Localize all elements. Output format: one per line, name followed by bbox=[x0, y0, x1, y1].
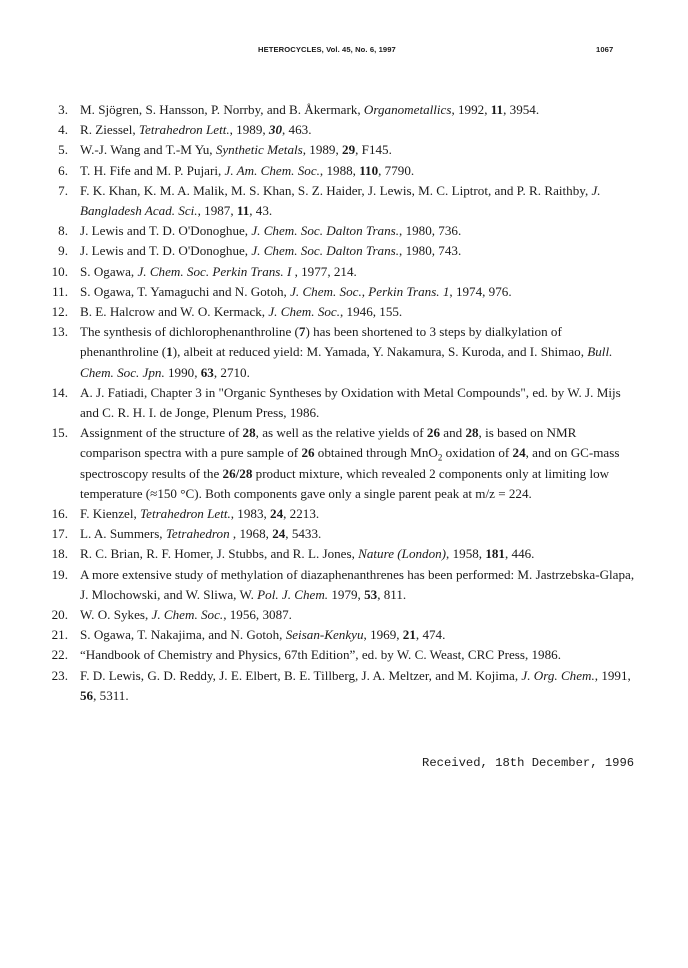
reference-number: 4. bbox=[58, 122, 68, 138]
reference-text bbox=[68, 100, 640, 120]
reference-segment: 26/28 bbox=[222, 465, 253, 481]
reference-number: 17. bbox=[51, 526, 68, 542]
reference-item bbox=[40, 262, 640, 282]
reference-segment: J. Lewis and T. D. O'Donoghue, bbox=[80, 223, 252, 239]
reference-item bbox=[40, 524, 640, 544]
reference-segment: J. Org. Chem. bbox=[521, 667, 595, 683]
reference-number: 8. bbox=[58, 223, 68, 239]
reference-item bbox=[40, 120, 640, 140]
reference-item bbox=[40, 605, 640, 625]
reference-number: 6. bbox=[58, 162, 68, 178]
reference-item bbox=[40, 645, 640, 665]
reference-segment: , 463. bbox=[282, 122, 312, 138]
reference-item bbox=[40, 161, 640, 181]
reference-segment: 1 bbox=[166, 344, 173, 360]
reference-item bbox=[40, 322, 640, 383]
reference-segment: 56 bbox=[80, 687, 94, 703]
running-header bbox=[0, 45, 688, 59]
reference-number: 21. bbox=[51, 627, 68, 643]
reference-segment: 7 bbox=[298, 324, 306, 340]
reference-segment: F. K. Khan, K. M. A. Malik, M. S. Khan, S. Z. Haider, J. Lewis, M. C. Liptrot, and P. R. Raithby, bbox=[80, 182, 592, 198]
reference-text bbox=[68, 120, 640, 140]
reference-text bbox=[68, 181, 640, 221]
reference-text bbox=[68, 565, 640, 605]
reference-segment: W. O. Sykes, bbox=[80, 607, 152, 623]
reference-segment: 110 bbox=[359, 162, 379, 178]
reference-segment: ) has been shortened to 3 steps by dialkylation of phenanthroline ( bbox=[80, 324, 562, 360]
reference-segment: R. Ziessel, bbox=[80, 122, 139, 138]
reference-number: 14. bbox=[51, 384, 68, 400]
reference-list bbox=[40, 100, 640, 706]
reference-text bbox=[68, 645, 640, 665]
reference-segment: S. Ogawa, T. Yamaguchi and N. Gotoh, bbox=[80, 283, 291, 299]
reference-text bbox=[68, 524, 640, 544]
reference-number: 23. bbox=[51, 667, 68, 683]
reference-segment: , 1989, bbox=[302, 142, 343, 158]
reference-segment: F. D. Lewis, G. D. Reddy, J. E. Elbert, B. E. Tillberg, J. A. Meltzer, and M. Kojima, bbox=[80, 667, 522, 683]
reference-segment: obtained through MnO bbox=[314, 445, 438, 461]
reference-item bbox=[40, 100, 640, 120]
reference-segment: , 1989, bbox=[229, 122, 269, 138]
received-date: Received, 18th December, 1996 bbox=[422, 756, 635, 770]
reference-number: 15. bbox=[51, 425, 68, 441]
reference-number: 7. bbox=[58, 182, 68, 198]
reference-item bbox=[40, 140, 640, 160]
reference-segment: L. A. Summers, bbox=[80, 526, 166, 542]
reference-segment: R. C. Brian, R. F. Homer, J. Stubbs, and R. L. Jones, bbox=[80, 546, 359, 562]
reference-segment: , 1956, 3087. bbox=[223, 607, 292, 623]
reference-number: 3. bbox=[58, 102, 68, 117]
reference-text bbox=[68, 383, 640, 423]
reference-segment: and bbox=[440, 425, 466, 441]
reference-segment: , 811. bbox=[377, 586, 407, 602]
reference-segment: J. Chem. Soc. Perkin Trans. I bbox=[137, 263, 292, 279]
reference-segment: , 1992, bbox=[451, 102, 491, 117]
journal-citation: HETEROCYCLES, Vol. 45, No. 6, 1997 bbox=[258, 45, 396, 54]
reference-segment: , 7790. bbox=[378, 162, 415, 178]
reference-number: 5. bbox=[58, 142, 68, 158]
reference-item bbox=[40, 504, 640, 524]
reference-number: 22. bbox=[51, 647, 68, 663]
page-number: 1067 bbox=[596, 45, 614, 54]
reference-segment: 181 bbox=[485, 546, 505, 562]
reference-item bbox=[40, 565, 640, 605]
reference-segment: , is based on NMR comparison spectra with a pure sample of bbox=[80, 425, 577, 461]
reference-number: 18. bbox=[51, 546, 68, 562]
reference-segment: , 5311. bbox=[93, 687, 129, 703]
reference-item bbox=[40, 666, 640, 706]
reference-number: 11. bbox=[52, 283, 68, 299]
reference-segment: , 3954. bbox=[503, 102, 540, 117]
reference-segment: Assignment of the structure of bbox=[80, 425, 243, 441]
reference-segment: 28 bbox=[242, 425, 256, 441]
reference-segment: Seisan-Kenkyu bbox=[285, 627, 364, 643]
reference-number: 10. bbox=[51, 263, 68, 279]
reference-segment: F. Kienzel, bbox=[80, 506, 141, 522]
reference-item bbox=[40, 383, 640, 423]
reference-segment: , 1991, bbox=[594, 667, 631, 683]
reference-segment: J. Chem. Soc. bbox=[268, 304, 340, 320]
reference-segment: 21 bbox=[402, 627, 416, 643]
reference-segment: B. E. Halcrow and W. O. Kermack, bbox=[80, 304, 269, 320]
reference-segment: Pol. J. Chem. bbox=[257, 586, 329, 602]
reference-text bbox=[68, 241, 640, 261]
reference-text bbox=[68, 140, 640, 160]
reference-segment: , 2213. bbox=[283, 506, 320, 522]
reference-segment: Tetrahedron Lett. bbox=[138, 122, 230, 138]
reference-segment: ), albeit at reduced yield: M. Yamada, Y. Nakamura, S. Kuroda, and I. Shimao, bbox=[172, 344, 588, 360]
reference-segment: J. Lewis and T. D. O'Donoghue, bbox=[80, 243, 252, 259]
reference-text bbox=[68, 625, 640, 645]
reference-segment: 53 bbox=[364, 586, 378, 602]
reference-segment: J. Chem. Soc. bbox=[151, 607, 224, 623]
reference-segment: 11 bbox=[236, 203, 250, 219]
reference-segment: , 5433. bbox=[285, 526, 322, 542]
reference-segment: , F145. bbox=[355, 142, 392, 158]
reference-segment: 24 bbox=[270, 506, 284, 522]
reference-segment: product mixture, which revealed 2 components only at limiting low temperature (≈150 °C). Both components gave only a single parent peak at m/z = 224. bbox=[80, 465, 610, 501]
reference-segment: , 1974, 976. bbox=[449, 283, 512, 299]
reference-segment: Synthetic Metals bbox=[215, 142, 303, 158]
reference-item bbox=[40, 241, 640, 261]
reference-segment: M. Sjögren, S. Hansson, P. Norrby, and B. Åkermark, bbox=[80, 102, 364, 117]
reference-item bbox=[40, 423, 640, 504]
reference-number: 20. bbox=[51, 607, 68, 623]
reference-segment: J. Bangladesh Acad. Sci. bbox=[80, 182, 601, 219]
reference-segment: The synthesis of dichlorophenanthroline ( bbox=[80, 324, 299, 340]
reference-segment: , 1958, bbox=[446, 546, 486, 562]
reference-text bbox=[68, 302, 640, 322]
reference-text bbox=[68, 544, 640, 564]
reference-segment: 2 bbox=[437, 453, 443, 464]
reference-item bbox=[40, 221, 640, 241]
reference-segment: oxidation of bbox=[442, 445, 513, 461]
reference-segment: , and on GC-mass spectroscopy results of the bbox=[80, 445, 620, 481]
reference-segment: 26 bbox=[301, 445, 315, 461]
reference-item bbox=[40, 625, 640, 645]
reference-segment: Organometallics bbox=[363, 102, 452, 117]
reference-item bbox=[40, 282, 640, 302]
reference-text bbox=[68, 221, 640, 241]
reference-text bbox=[68, 504, 640, 524]
reference-segment: Tetrahedron Lett. bbox=[140, 506, 231, 522]
reference-segment: , 1977, 214. bbox=[291, 263, 357, 279]
reference-segment: T. H. Fife and M. P. Pujari, bbox=[80, 162, 225, 178]
reference-segment: S. Ogawa, T. Nakajima, and N. Gotoh, bbox=[80, 627, 286, 643]
reference-number: 19. bbox=[51, 566, 68, 582]
reference-segment: W.-J. Wang and T.-M Yu, bbox=[80, 142, 216, 158]
reference-segment: , 1980, 736. bbox=[399, 223, 462, 239]
reference-segment: 11 bbox=[490, 102, 504, 117]
reference-text bbox=[68, 282, 640, 302]
reference-segment: , 446. bbox=[504, 546, 535, 562]
reference-segment: , 1969, bbox=[363, 627, 403, 643]
reference-segment: , as well as the relative yields of bbox=[255, 425, 427, 441]
reference-text bbox=[68, 666, 640, 706]
reference-segment: 26 bbox=[426, 425, 440, 441]
reference-segment: , 1968, bbox=[229, 526, 273, 542]
reference-text bbox=[68, 322, 640, 383]
reference-segment: A more extensive study of methylation of diazaphenanthrenes has been performed: M. Jastrzebska-Glapa, J. Mlochowski, and W. Sliwa, W. bbox=[80, 566, 635, 602]
reference-text bbox=[68, 161, 640, 181]
reference-segment: A. J. Fatiadi, Chapter 3 in "Organic Syntheses by Oxidation with Metal Compounds", ed. by W. J. Mijs and C. R. H. I. de Jonge, Plenum Press, 1986. bbox=[80, 384, 621, 421]
reference-segment: J. Chem. Soc., Perkin Trans. 1 bbox=[290, 283, 450, 299]
reference-number: 13. bbox=[51, 324, 68, 340]
reference-segment: , 2710. bbox=[213, 364, 250, 380]
reference-segment: , 1946, 155. bbox=[340, 304, 403, 320]
reference-segment: , 474. bbox=[415, 627, 446, 643]
reference-segment: “Handbook of Chemistry and Physics, 67th Edition”, ed. by W. C. Weast, CRC Press, 1986. bbox=[80, 647, 561, 663]
reference-number: 9. bbox=[58, 243, 68, 259]
reference-segment: 1979, bbox=[328, 586, 365, 602]
reference-item bbox=[40, 302, 640, 322]
reference-segment: 24 bbox=[512, 445, 526, 461]
reference-segment: Tetrahedron bbox=[165, 526, 230, 542]
reference-segment: Bull. Chem. Soc. Jpn. bbox=[80, 344, 613, 380]
reference-segment: , 43. bbox=[249, 203, 273, 219]
reference-segment: , 1988, bbox=[319, 162, 360, 178]
reference-segment: , 1980, 743. bbox=[399, 243, 462, 259]
reference-text bbox=[68, 423, 640, 504]
reference-segment: J. Chem. Soc. Dalton Trans. bbox=[251, 223, 400, 239]
reference-segment: J. Am. Chem. Soc. bbox=[224, 162, 320, 178]
reference-segment: 29 bbox=[342, 142, 356, 158]
reference-segment: 28 bbox=[465, 425, 479, 441]
reference-segment: , 1983, bbox=[230, 506, 271, 522]
reference-number: 12. bbox=[51, 304, 68, 320]
reference-segment: 30 bbox=[268, 122, 282, 138]
reference-item bbox=[40, 181, 640, 221]
reference-number: 16. bbox=[51, 506, 68, 522]
reference-segment: 1990, bbox=[164, 364, 201, 380]
reference-segment: S. Ogawa, bbox=[80, 263, 138, 279]
reference-segment: 24 bbox=[272, 526, 286, 542]
reference-text bbox=[68, 605, 640, 625]
reference-text bbox=[68, 262, 640, 282]
reference-item bbox=[40, 544, 640, 564]
reference-segment: , 1987, bbox=[197, 203, 237, 219]
reference-segment: J. Chem. Soc. Dalton Trans. bbox=[251, 243, 400, 259]
reference-segment: 63 bbox=[200, 364, 214, 380]
reference-segment: Nature (London) bbox=[358, 546, 447, 562]
